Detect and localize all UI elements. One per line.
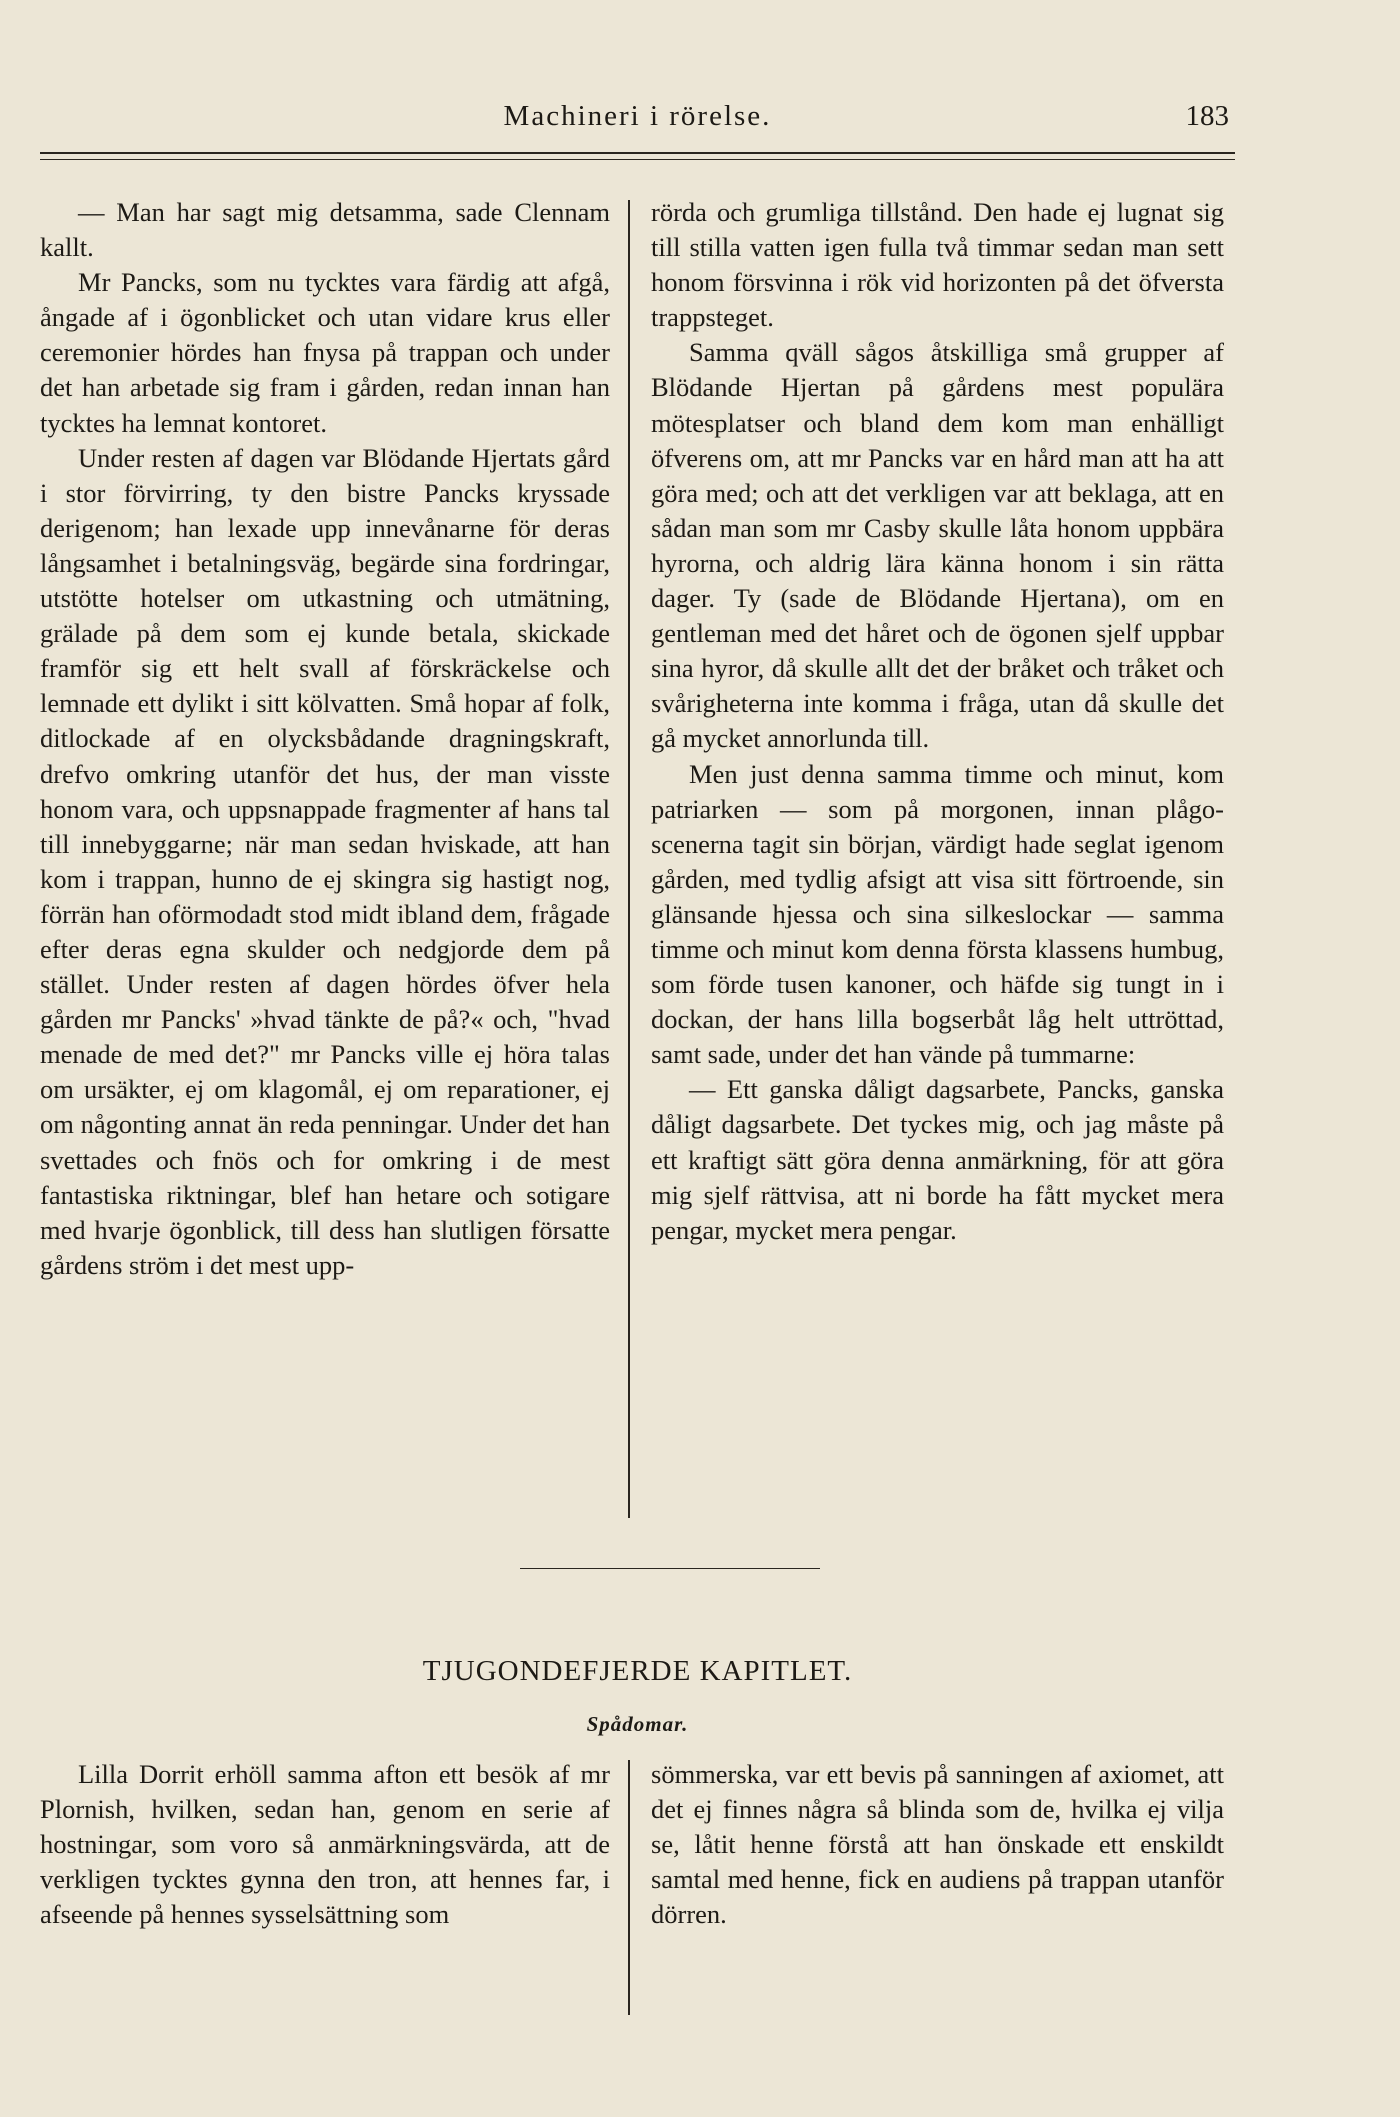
paragraph: Mr Pancks, som nu tycktes vara färdig att afgå, ångade af i ögonblicket och utan vidare krus eller ceremonier hördes han fnysa på trappan och under det han arbetade sig fram i gården, redan innan han tycktes ha lemnat kontoret. bbox=[40, 267, 610, 438]
running-title: Machineri i rörelse. bbox=[503, 100, 772, 132]
paragraph: — Man har sagt mig detsamma, sade Clennam kallt. bbox=[40, 197, 610, 263]
paragraph: rörda och grumliga tillstånd. Den hade ej lugnat sig till stilla vatten igen fulla två timmar sedan man sett honom försvinna i rök vid horizonten på det öfversta trappsteget. bbox=[651, 197, 1224, 333]
paragraph: Under resten af dagen var Blödande Hjertats gård i stor förvirring, ty den bistre Pancks kryssade derigenom; han lexade upp innevånarne för deras långsamhet i betalningsväg, begärde sina fordringar, utstötte hotelser om utkastning och utmätning, grälade på dem som ej kunde betala, skickade framför sig ett helt svall af förskräckelse och lemnade ett dylikt i sitt kölvatten. Små hopar af folk, ditlockade af en olycksbådande dragningskraft, drefvo omkring utanför det hus, der man visste honom vara, och uppsnappade fragmenter af hans tal till innebyggarne; när man sedan hviskade, att han kom i trappan, hunno de ej skingra sig hastigt nog, förrän han oförmodadt stod midt ibland dem, frågade efter deras egna skulder och nedgjorde dem på stället. Under resten af dagen hördes öfver hela gården mr Pancks' »hvad tänkte de på?« och, "hvad menade de med det?" mr Pancks ville ej höra talas om ursäkter, ej om klagomål, ej om reparationer, ej om någonting annat än reda penningar. Under det han svettades och fnös och for omkring i de mest fantastiska riktningar, blef han hetare och sotigare med hvarje ögonblick, till dess han slutligen försatte gårdens ström i det mest upp- bbox=[40, 442, 610, 1280]
chapter-left-column bbox=[40, 1757, 610, 1932]
chapter-subtitle: Spådomar. bbox=[586, 1712, 689, 1736]
paragraph: Lilla Dorrit erhöll samma afton ett besök af mr Plornish, hvilken, sedan han, genom en serie af hostningar, som voro så anmärkningsvärda, att de verkligen tycktes gynna den tron, att hennes far, i afseende på hennes sysselsättning som bbox=[40, 1759, 610, 1930]
column-divider bbox=[628, 200, 630, 1518]
paragraph: sömmerska, var ett bevis på sanningen af axiomet, att det ej finnes några så blinda som de, hvilka ej vilja se, låtit henne förstå att han önskade ett enskildt samtal med henne, fick en audiens på trappan utanför dörren. bbox=[651, 1759, 1224, 1930]
chapter-title: TJUGONDEFJERDE KAPITLET. bbox=[422, 1655, 853, 1687]
right-column bbox=[651, 195, 1224, 1248]
column-divider bbox=[628, 1760, 630, 2015]
section-rule bbox=[520, 1568, 820, 1569]
running-header bbox=[40, 98, 1235, 142]
chapter-right-column bbox=[651, 1757, 1224, 1932]
header-rule bbox=[40, 152, 1235, 160]
left-column bbox=[40, 195, 610, 1283]
paragraph: — Ett ganska dåligt dagsarbete, Pancks, ganska dåligt dagsarbete. Det tyckes mig, och jag måste på ett kraftigt sätt göra denna anmärkning, för att göra mig sjelf rättvisa, att ni borde ha fått mycket mera pengar, mycket mera pengar. bbox=[651, 1074, 1224, 1245]
paragraph: Samma qväll sågos åtskilliga små grupper af Blödande Hjertan på gårdens mest populära mötesplatser och bland dem kom man enhälligt öfverens om, att mr Pancks var en hård man att ha att göra med; och att det verkligen var att beklaga, att en sådan man som mr Casby skulle låta honom uppbära hyrorna, och aldrig lära känna honom i sin rätta dager. Ty (sade de Blödande Hjertana), om en gentleman med det håret och de ögonen sjelf uppbar sina hyror, då skulle allt det der bråket och tråket och svårigheterna inte komma i fråga, utan då skulle det gå mycket annorlunda till. bbox=[651, 337, 1224, 754]
paragraph: Men just denna samma timme och minut, kom patriarken — som på morgonen, innan plågo-scenerna tagit sin början, värdigt hade seglat igenom gården, med tydlig afsigt att visa sitt förtroende, sin glänsande hjessa och sina silkeslockar — samma timme och minut kom denna första klassens humbug, som förde tusen kanoner, och häfde sig tungt in i dockan, der hans lilla bogserbåt låg helt uttröttad, samt sade, under det han vände på tummarne: bbox=[651, 758, 1224, 1070]
page-number: 183 bbox=[1185, 100, 1229, 132]
